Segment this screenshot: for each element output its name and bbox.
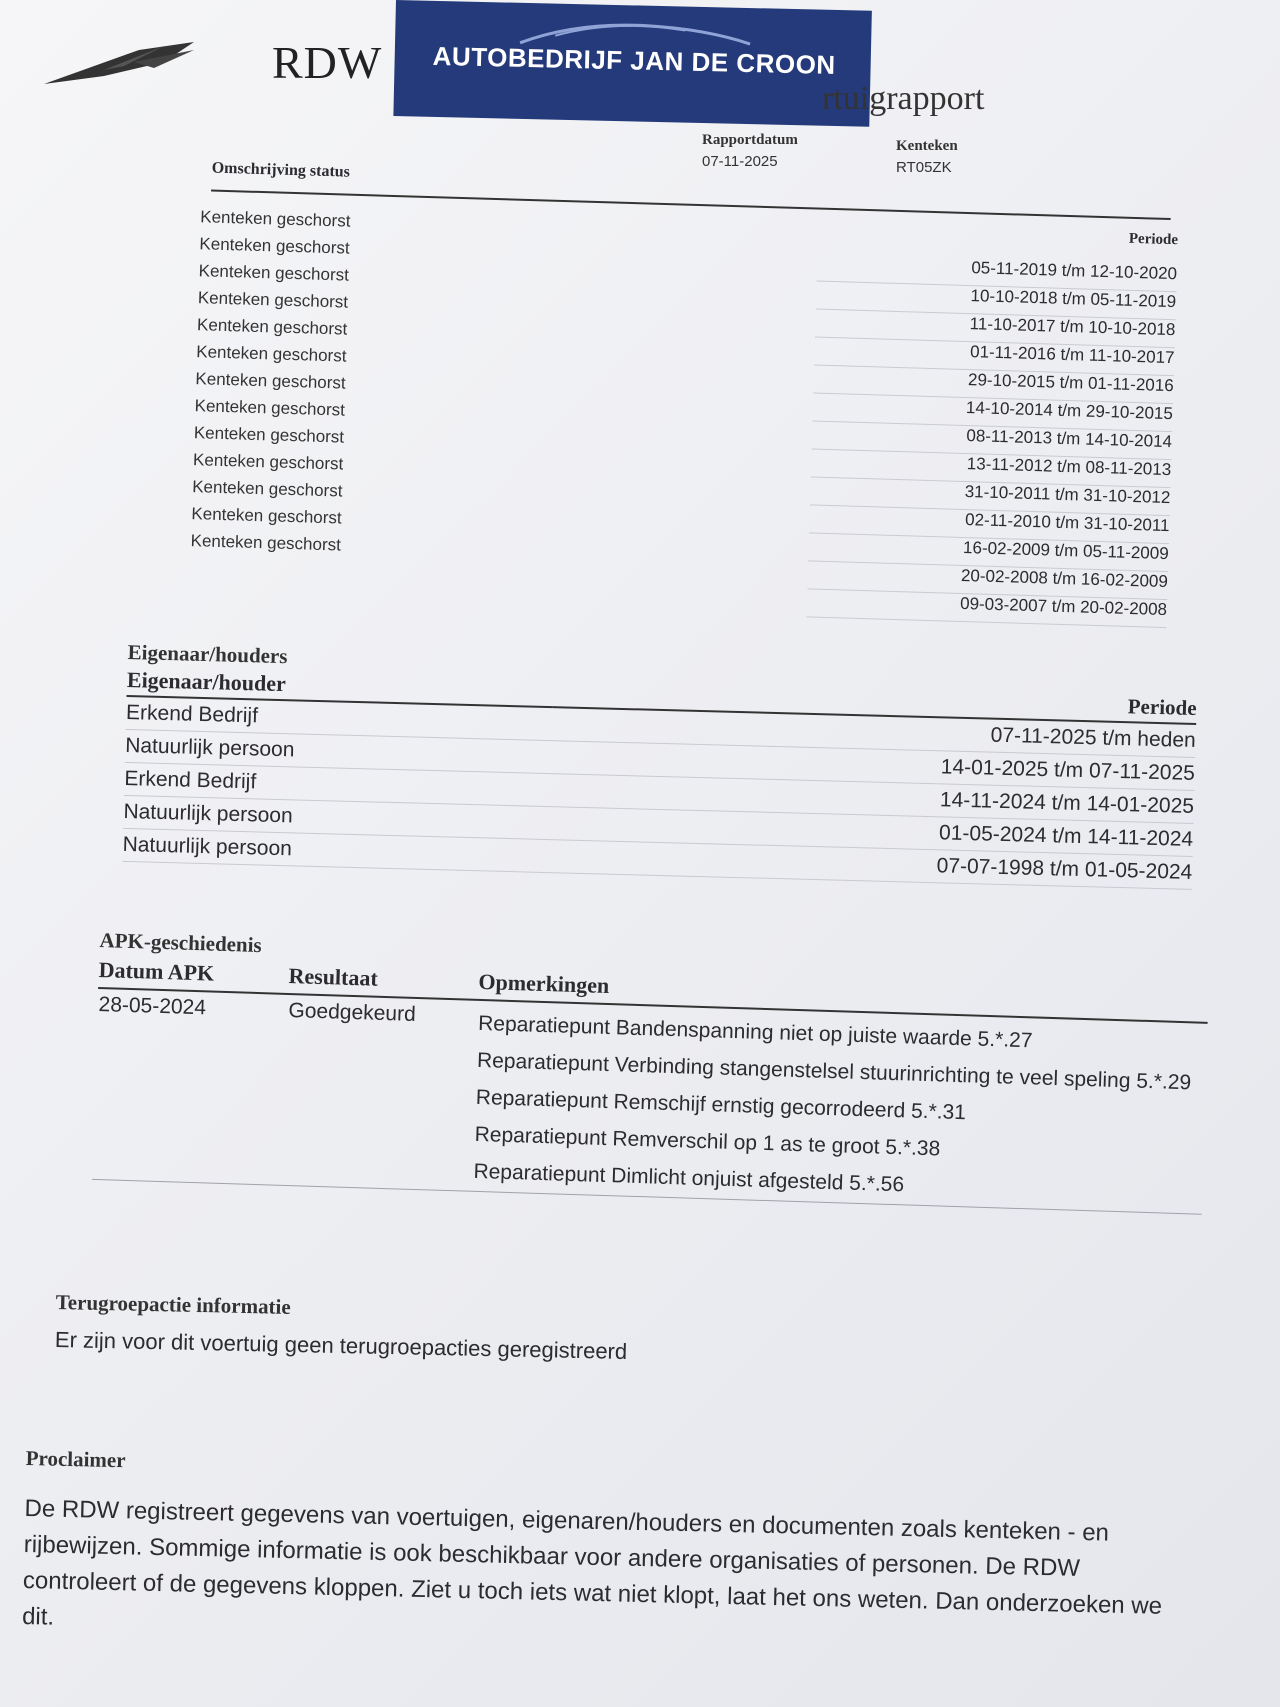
status-col-header: Omschrijving status bbox=[211, 159, 351, 181]
plate-value: RT05ZK bbox=[896, 159, 952, 176]
rdw-logo bbox=[44, 22, 383, 92]
apk-remark: Reparatiepunt Verbinding stangenstelsel stuurinrichting te veel speling 5.*.29 bbox=[476, 1048, 1192, 1095]
status-cell: Kenteken geschorst bbox=[191, 477, 343, 501]
owner-cell: Erkend Bedrijf bbox=[124, 762, 551, 806]
period-cell: 10-10-2018 t/m 05-11-2019 bbox=[816, 282, 1177, 321]
owner-period-col-header: Periode bbox=[553, 676, 1197, 724]
apk-section bbox=[92, 928, 1209, 1215]
apk-result-col-header: Resultaat bbox=[288, 959, 479, 1000]
status-cell: Kenteken geschorst bbox=[196, 315, 348, 339]
owner-cell: Natuurlijk persoon bbox=[123, 795, 550, 839]
status-column bbox=[190, 207, 500, 567]
apk-remarks-col-header: Opmerkingen bbox=[478, 965, 1209, 1023]
owner-period-cell: 07-07-1998 t/m 01-05-2024 bbox=[548, 840, 1192, 890]
report-date-label: Rapportdatum bbox=[702, 132, 798, 148]
period-cell: 01-11-2016 t/m 11-10-2017 bbox=[814, 338, 1175, 377]
report-date bbox=[702, 132, 798, 170]
period-cell: 05-11-2019 t/m 12-10-2020 bbox=[817, 254, 1178, 293]
period-cell: 20-02-2008 t/m 16-02-2009 bbox=[807, 561, 1168, 600]
apk-result-cell: Goedgekeurd bbox=[288, 998, 417, 1026]
owner-period-cell: 14-01-2025 t/m 07-11-2025 bbox=[551, 741, 1195, 791]
report-title: rtuigrapport bbox=[822, 80, 985, 117]
proclaimer-title: Proclaimer bbox=[25, 1446, 126, 1473]
owner-period-cell: 01-05-2024 t/m 14-11-2024 bbox=[549, 807, 1193, 857]
status-cell: Kenteken geschorst bbox=[194, 396, 346, 420]
rdw-logo-text: RDW bbox=[272, 37, 383, 88]
period-cell: 14-10-2014 t/m 29-10-2015 bbox=[812, 393, 1173, 432]
period-cell: 02-11-2010 t/m 31-10-2011 bbox=[809, 505, 1170, 544]
status-cell: Kenteken geschorst bbox=[198, 261, 350, 285]
proclaimer-text: De RDW registreert gegevens van voertuigen, eigenaren/houders en documenten zoals kenteken - en rijbewijzen. Sommige informatie is ook beschikbaar voor andere organisaties of personen. De RDW controleert of de gegevens kloppen. Ziet u toch iets wat niet klopt, laat het ons weten. Dan onderzoeken we dit. bbox=[21, 1494, 1163, 1631]
status-cell: Kenteken geschorst bbox=[197, 288, 349, 312]
period-cell: 08-11-2013 t/m 14-10-2014 bbox=[812, 421, 1173, 460]
recall-section bbox=[55, 1290, 1156, 1376]
status-cell: Kenteken geschorst bbox=[191, 504, 342, 528]
plate bbox=[896, 138, 958, 176]
period-cell: 13-11-2012 t/m 08-11-2013 bbox=[811, 449, 1172, 488]
rdw-wing-icon bbox=[44, 32, 204, 92]
period-cell: 16-02-2009 t/m 05-11-2009 bbox=[808, 533, 1169, 572]
owners-section bbox=[122, 640, 1197, 890]
apk-remark: Reparatiepunt Dimlicht onjuist afgesteld 5.*.56 bbox=[473, 1159, 905, 1197]
recall-text: Er zijn voor dit voertuig geen terugroepacties geregistreerd bbox=[54, 1326, 628, 1364]
apk-remarks-cell bbox=[472, 1000, 1208, 1214]
table-row bbox=[92, 988, 1207, 1214]
owners-table bbox=[122, 665, 1197, 890]
owner-period-cell: 07-11-2025 t/m heden bbox=[552, 707, 1196, 757]
status-cell: Kenteken geschorst bbox=[190, 531, 342, 555]
apk-date-cell: 28-05-2024 bbox=[98, 992, 207, 1020]
owner-period-cell: 14-11-2024 t/m 14-01-2025 bbox=[550, 774, 1194, 824]
dealer-banner bbox=[393, 0, 872, 127]
period-cell: 11-10-2017 t/m 10-10-2018 bbox=[815, 310, 1176, 349]
owner-cell: Natuurlijk persoon bbox=[125, 729, 552, 773]
status-cell: Kenteken geschorst bbox=[199, 234, 350, 258]
report-date-value: 07-11-2025 bbox=[702, 153, 778, 170]
proclaimer-section bbox=[22, 1446, 1216, 1662]
period-cell: 29-10-2015 t/m 01-11-2016 bbox=[813, 365, 1174, 404]
status-cell: Kenteken geschorst bbox=[199, 207, 351, 231]
apk-table bbox=[92, 953, 1209, 1215]
status-cell: Kenteken geschorst bbox=[195, 369, 346, 393]
status-cell: Kenteken geschorst bbox=[193, 423, 345, 447]
owner-col-header: Eigenaar/houder bbox=[127, 665, 554, 707]
apk-remark: Reparatiepunt Remschijf ernstig gecorrodeerd 5.*.31 bbox=[475, 1085, 967, 1125]
period-cell: 31-10-2011 t/m 31-10-2012 bbox=[810, 477, 1171, 516]
period-cell: 09-03-2007 t/m 20-02-2008 bbox=[807, 589, 1168, 628]
status-cell: Kenteken geschorst bbox=[195, 342, 347, 366]
recall-title: Terugroepactie informatie bbox=[55, 1290, 291, 1319]
plate-label: Kenteken bbox=[896, 138, 958, 154]
apk-remark: Reparatiepunt Remverschil op 1 as te groot 5.*.38 bbox=[474, 1122, 941, 1161]
dealer-name: AUTOBEDRIJF JAN DE CROON bbox=[432, 40, 836, 80]
owner-cell: Erkend Bedrijf bbox=[126, 696, 553, 741]
owner-cell: Natuurlijk persoon bbox=[122, 828, 549, 872]
owners-section-title: Eigenaar/houders bbox=[127, 640, 288, 669]
apk-remark: Reparatiepunt Bandenspanning niet op juiste waarde 5.*.27 bbox=[477, 1011, 1033, 1053]
status-table bbox=[159, 158, 1180, 620]
period-col-header: Periode bbox=[1128, 230, 1179, 249]
apk-date-col-header: Datum APK bbox=[98, 953, 289, 994]
apk-section-title: APK-geschiedenis bbox=[99, 928, 263, 958]
status-header bbox=[159, 158, 1179, 218]
period-column bbox=[807, 222, 1179, 629]
status-cell: Kenteken geschorst bbox=[192, 450, 344, 474]
